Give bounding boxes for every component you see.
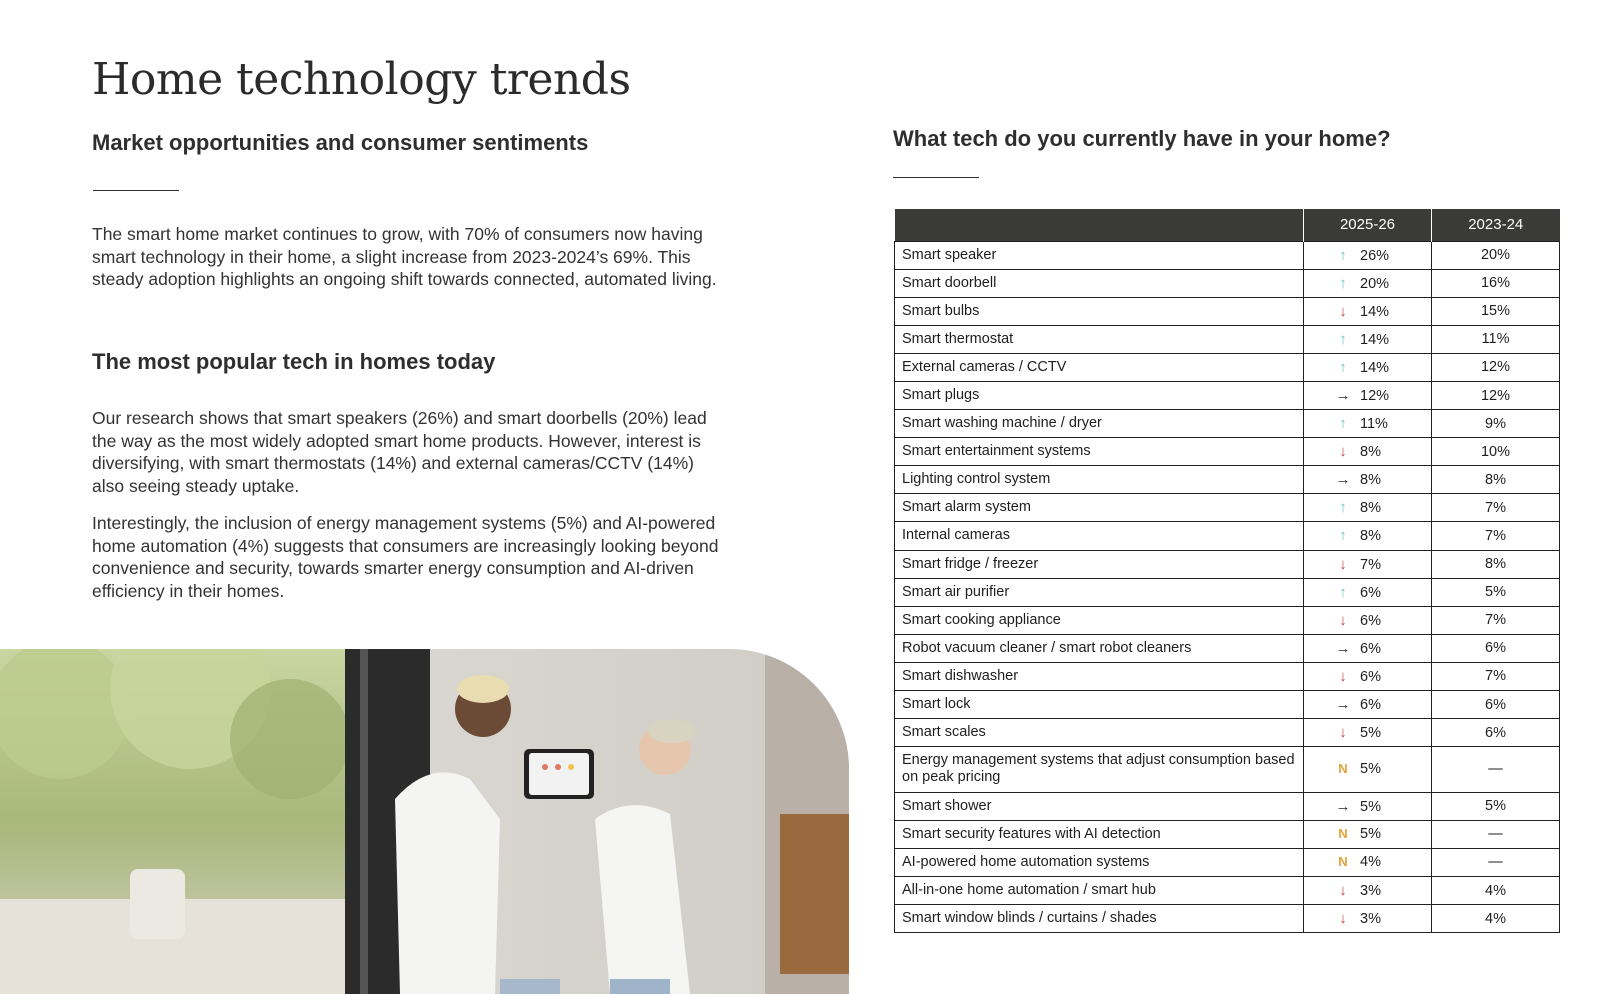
tech-name-cell: Smart window blinds / curtains / shades <box>895 905 1304 933</box>
current-value-cell <box>1304 550 1432 578</box>
intro-paragraph: The smart home market continues to grow, with 70% of consumers now having smart technology in their home, a slight increase from 2023-2024’s 69%. This steady adoption highlights an ongoing shift towards connected, automated living. <box>92 224 717 290</box>
current-value: 6% <box>1360 612 1381 629</box>
previous-value-cell: 8% <box>1432 550 1560 578</box>
current-value: 12% <box>1360 388 1390 405</box>
current-value-cell <box>1304 325 1432 353</box>
previous-value-cell: 4% <box>1432 905 1560 933</box>
previous-value-cell: 6% <box>1432 719 1560 747</box>
current-value-cell <box>1304 719 1432 747</box>
trend-down-icon: ↓ <box>1339 724 1347 742</box>
table-row <box>895 269 1560 297</box>
current-value-cell <box>1304 466 1432 494</box>
table-row <box>895 662 1560 690</box>
trend-up-icon: ↑ <box>1339 527 1347 545</box>
tech-name-cell: AI-powered home automation systems <box>895 848 1304 876</box>
previous-value-cell: 12% <box>1432 353 1560 381</box>
tech-name-cell: Smart entertainment systems <box>895 438 1304 466</box>
trend-down-icon: ↓ <box>1339 882 1347 900</box>
current-value-cell <box>1304 876 1432 904</box>
trend-flat-icon: → <box>1335 639 1351 657</box>
current-value-cell <box>1304 269 1432 297</box>
tech-name-cell: Smart shower <box>895 792 1304 820</box>
previous-value-cell: 4% <box>1432 876 1560 904</box>
current-value: 8% <box>1360 500 1381 517</box>
current-value-cell <box>1304 522 1432 550</box>
trend-new-icon: N <box>1338 854 1348 870</box>
previous-value-cell: 7% <box>1432 662 1560 690</box>
current-value-cell <box>1304 606 1432 634</box>
table-row <box>895 297 1560 325</box>
trend-down-icon: ↓ <box>1339 611 1347 629</box>
previous-value-cell: 7% <box>1432 606 1560 634</box>
tech-name-cell: Smart fridge / freezer <box>895 550 1304 578</box>
tech-name-cell: Smart washing machine / dryer <box>895 410 1304 438</box>
tech-ownership-table <box>894 209 1559 933</box>
trend-new-icon: N <box>1338 826 1348 842</box>
current-value-cell <box>1304 297 1432 325</box>
tech-name-cell: Smart air purifier <box>895 578 1304 606</box>
current-value: 6% <box>1360 640 1381 657</box>
table-divider <box>893 177 979 178</box>
current-value: 6% <box>1360 668 1381 685</box>
current-value: 7% <box>1360 556 1381 573</box>
current-value-cell <box>1304 848 1432 876</box>
trend-up-icon: ↑ <box>1339 415 1347 433</box>
trend-up-icon: ↑ <box>1339 274 1347 292</box>
tech-name-cell: Smart scales <box>895 719 1304 747</box>
previous-value-cell: 12% <box>1432 381 1560 409</box>
previous-value-cell: — <box>1432 820 1560 848</box>
trend-up-icon: ↑ <box>1339 499 1347 517</box>
tech-name-cell: Smart bulbs <box>895 297 1304 325</box>
trend-down-icon: ↓ <box>1339 443 1347 461</box>
tech-name-cell: External cameras / CCTV <box>895 353 1304 381</box>
previous-value-cell: 11% <box>1432 325 1560 353</box>
tech-name-cell: Smart plugs <box>895 381 1304 409</box>
current-value-cell <box>1304 381 1432 409</box>
current-value-cell <box>1304 410 1432 438</box>
previous-value-cell: 5% <box>1432 792 1560 820</box>
current-value: 8% <box>1360 528 1381 545</box>
table-row <box>895 241 1560 269</box>
trend-down-icon: ↓ <box>1339 667 1347 685</box>
table-row <box>895 792 1560 820</box>
table-row <box>895 410 1560 438</box>
trend-flat-icon: → <box>1335 696 1351 714</box>
tech-name-cell: All-in-one home automation / smart hub <box>895 876 1304 904</box>
current-value: 8% <box>1360 444 1381 461</box>
table-row <box>895 848 1560 876</box>
current-value-cell <box>1304 634 1432 662</box>
current-value-cell <box>1304 578 1432 606</box>
current-value: 6% <box>1360 697 1381 714</box>
previous-value-cell: 15% <box>1432 297 1560 325</box>
previous-value-cell: 20% <box>1432 241 1560 269</box>
previous-value-cell: 7% <box>1432 494 1560 522</box>
table-row <box>895 353 1560 381</box>
column-header-item <box>895 209 1304 241</box>
tech-name-cell: Smart speaker <box>895 241 1304 269</box>
trend-up-icon: ↑ <box>1339 358 1347 376</box>
current-value: 26% <box>1360 247 1390 264</box>
trend-down-icon: ↓ <box>1339 910 1347 928</box>
table-row <box>895 381 1560 409</box>
body-paragraph-1: Our research shows that smart speakers (26%) and smart doorbells (20%) lead the way as the most widely adopted smart home products. However, interest is diversifying, with smart thermostats (14%) and external cameras/CCTV (14%) also seeing steady uptake. <box>92 408 707 497</box>
current-value-cell <box>1304 905 1432 933</box>
current-value: 14% <box>1360 303 1390 320</box>
table-header-row <box>895 209 1560 241</box>
column-header-2025-26: 2025-26 <box>1304 209 1432 241</box>
table-row <box>895 438 1560 466</box>
tech-name-cell: Robot vacuum cleaner / smart robot cleaners <box>895 634 1304 662</box>
previous-value-cell: 8% <box>1432 466 1560 494</box>
trend-up-icon: ↑ <box>1339 246 1347 264</box>
section-heading: The most popular tech in homes today <box>92 349 496 374</box>
trend-flat-icon: → <box>1335 387 1351 405</box>
trend-flat-icon: → <box>1335 471 1351 489</box>
tech-name-cell: Smart lock <box>895 691 1304 719</box>
current-value: 14% <box>1360 359 1390 376</box>
current-value: 5% <box>1360 826 1381 843</box>
previous-value-cell: 16% <box>1432 269 1560 297</box>
current-value-cell <box>1304 820 1432 848</box>
current-value-cell <box>1304 353 1432 381</box>
trend-flat-icon: → <box>1335 797 1351 815</box>
previous-value-cell: — <box>1432 747 1560 793</box>
previous-value-cell: 7% <box>1432 522 1560 550</box>
table-row <box>895 747 1560 793</box>
current-value-cell <box>1304 662 1432 690</box>
couple-kitchen-photo <box>0 649 849 994</box>
current-value-cell <box>1304 747 1432 793</box>
current-value: 20% <box>1360 275 1390 292</box>
current-value-cell <box>1304 494 1432 522</box>
current-value: 6% <box>1360 584 1381 601</box>
tech-name-cell: Smart thermostat <box>895 325 1304 353</box>
previous-value-cell: — <box>1432 848 1560 876</box>
trend-down-icon: ↓ <box>1339 302 1347 320</box>
table-row <box>895 522 1560 550</box>
current-value: 3% <box>1360 911 1381 928</box>
tech-name-cell: Internal cameras <box>895 522 1304 550</box>
current-value-cell <box>1304 241 1432 269</box>
previous-value-cell: 5% <box>1432 578 1560 606</box>
trend-up-icon: ↑ <box>1339 330 1347 348</box>
page-title: Home technology trends <box>92 54 631 105</box>
current-value: 3% <box>1360 883 1381 900</box>
body-paragraph-2: Interestingly, the inclusion of energy management systems (5%) and AI-powered home automation (4%) suggests that consumers are increasingly looking beyond convenience and security, towards smarter energy consumption and AI-driven efficiency in their homes. <box>92 513 719 602</box>
trend-new-icon: N <box>1338 761 1348 777</box>
table-row <box>895 691 1560 719</box>
current-value: 5% <box>1360 761 1381 778</box>
current-value-cell <box>1304 792 1432 820</box>
table-heading: What tech do you currently have in your home? <box>893 126 1391 151</box>
current-value: 5% <box>1360 798 1381 815</box>
table-row <box>895 494 1560 522</box>
tech-name-cell: Smart security features with AI detection <box>895 820 1304 848</box>
table-row <box>895 606 1560 634</box>
column-header-2023-24: 2023-24 <box>1432 209 1560 241</box>
current-value: 4% <box>1360 854 1381 871</box>
table-row <box>895 578 1560 606</box>
previous-value-cell: 6% <box>1432 634 1560 662</box>
current-value: 11% <box>1360 416 1388 433</box>
table-row <box>895 550 1560 578</box>
tech-name-cell: Smart cooking appliance <box>895 606 1304 634</box>
table-row <box>895 466 1560 494</box>
table-row <box>895 719 1560 747</box>
current-value-cell <box>1304 691 1432 719</box>
tech-name-cell: Smart alarm system <box>895 494 1304 522</box>
current-value: 5% <box>1360 725 1381 742</box>
previous-value-cell: 6% <box>1432 691 1560 719</box>
previous-value-cell: 9% <box>1432 410 1560 438</box>
table-row <box>895 325 1560 353</box>
current-value: 8% <box>1360 472 1381 489</box>
tech-name-cell: Smart dishwasher <box>895 662 1304 690</box>
tech-name-cell: Lighting control system <box>895 466 1304 494</box>
table-row <box>895 634 1560 662</box>
previous-value-cell: 10% <box>1432 438 1560 466</box>
table-row <box>895 876 1560 904</box>
trend-up-icon: ↑ <box>1339 583 1347 601</box>
table-row <box>895 905 1560 933</box>
current-value-cell <box>1304 438 1432 466</box>
trend-down-icon: ↓ <box>1339 555 1347 573</box>
table-row <box>895 820 1560 848</box>
title-divider <box>93 190 179 191</box>
page-subtitle: Market opportunities and consumer sentiments <box>92 130 589 155</box>
tech-name-cell: Smart doorbell <box>895 269 1304 297</box>
tech-name-cell: Energy management systems that adjust consumption based on peak pricing <box>895 747 1304 793</box>
current-value: 14% <box>1360 331 1390 348</box>
